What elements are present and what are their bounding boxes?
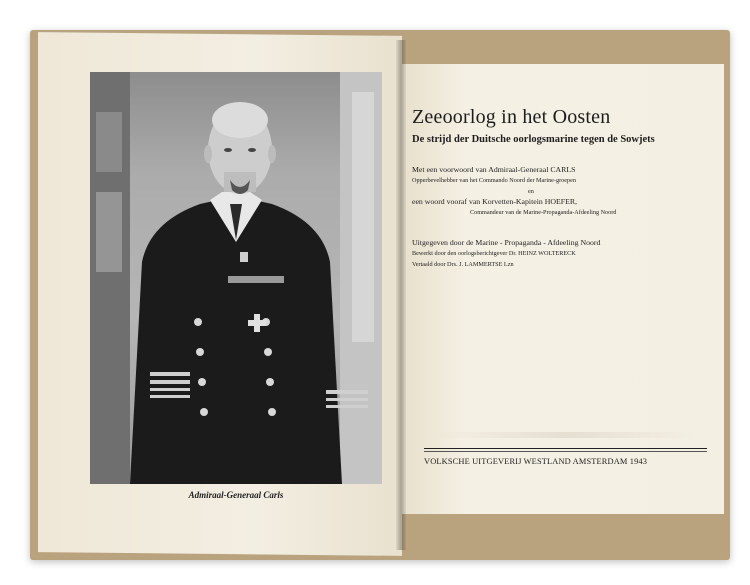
woord-vooraf-line: een woord vooraf van Korvetten-Kapitein HOEFER, [412, 197, 577, 206]
uitgegeven-line: Uitgegeven door de Marine - Propaganda - Afdeeling Noord [412, 238, 601, 247]
book-title: Zeeoorlog in het Oosten [412, 106, 611, 128]
divider-rule-thin [424, 451, 707, 452]
show-through-text [436, 432, 696, 438]
portrait-caption: Admiraal-Generaal Carls [188, 490, 284, 500]
book-subtitle: De strijd der Duitsche oorlogsmarine tegen de Sowjets [412, 134, 655, 145]
divider-rule [424, 448, 707, 449]
foreword-role: Opperbevelhebber van het Commando Noord der Marine-groepen [412, 177, 576, 184]
bewerkt-line: Bewerkt door den oorlogsberichtgever Dr. HEINZ WOLTERECK [412, 250, 576, 257]
publisher-line: VOLKSCHE UITGEVERIJ WESTLAND AMSTERDAM 1943 [424, 457, 648, 466]
book-gutter [396, 40, 406, 550]
foreword-line: Met een voorwoord van Admiraal-Generaal CARLS [412, 165, 576, 174]
right-page [402, 64, 724, 514]
portrait-photo [90, 72, 382, 484]
woord-vooraf-role: Commandeur van de Marine-Propaganda-Afdeeling Noord [470, 209, 617, 216]
vertaald-line: Vertaald door Drs. J. LAMMERTSE Lzn [412, 261, 514, 268]
conjunction-en: en [528, 188, 534, 195]
